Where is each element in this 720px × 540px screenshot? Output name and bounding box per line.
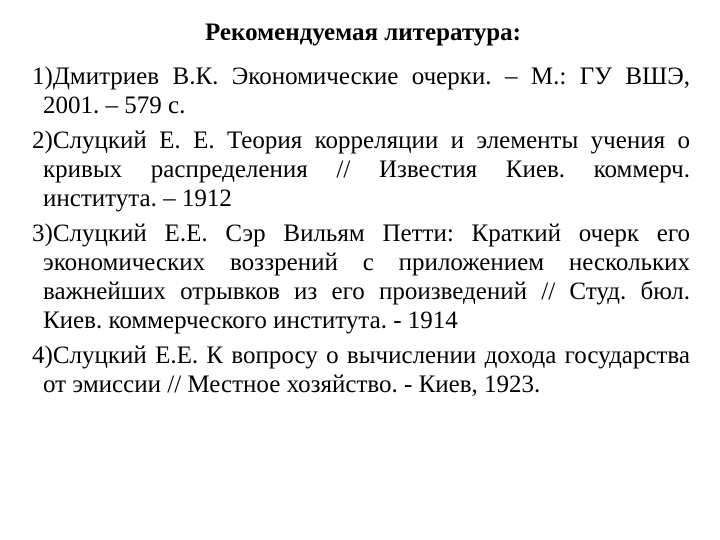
reference-item-2: 2)Слуцкий Е. Е. Теория корреляции и элементы учения о кривых распределения // Известия Киев. коммерч. института. – 1912	[32, 127, 690, 212]
reference-list	[32, 62, 690, 405]
reference-item-3: 3)Слуцкий Е.Е. Сэр Вильям Петти: Краткий очерк его экономических воззрений с приложением нескольких важнейших отрывков из его произведений // Студ. бюл. Киев. коммерческого института. - 1914	[32, 220, 690, 334]
slide-title: Рекомендуемая литература:	[204, 19, 521, 46]
reference-item-4: 4)Слуцкий Е.Е. К вопросу о вычислении дохода государства от эмиссии // Местное хозяйство. - Киев, 1923.	[32, 342, 690, 398]
reference-item-1: 1)Дмитриев В.К. Экономические очерки. – М.: ГУ ВШЭ, 2001. – 579 с.	[32, 63, 690, 119]
